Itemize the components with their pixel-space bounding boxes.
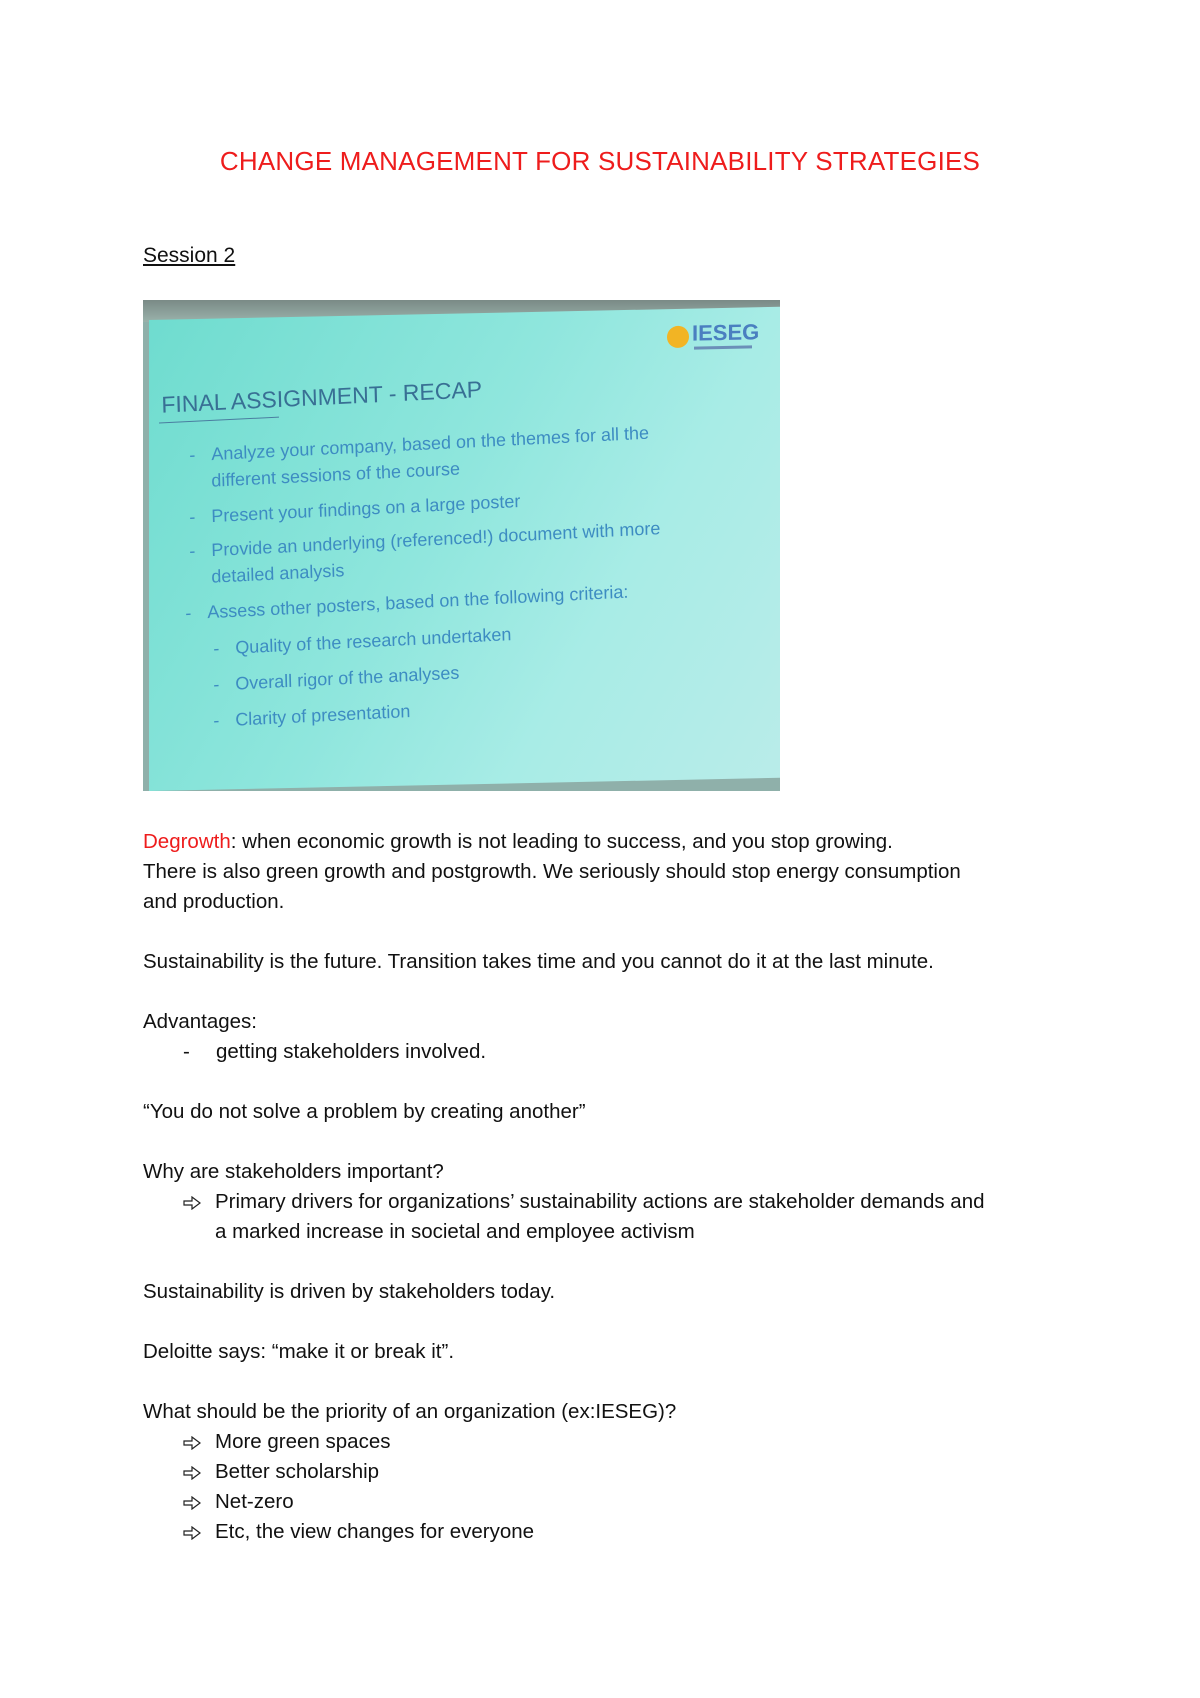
arrow-icon: [183, 1427, 213, 1457]
slide-title: FINAL ASSIGNMENT - RECAP: [161, 376, 483, 418]
slide-bullet: - Provide an underlying (referenced!) document with more: [189, 518, 661, 562]
arrow-icon: [183, 1187, 213, 1217]
slide-bullet-cont: detailed analysis: [211, 560, 345, 587]
slide-bullet: - Present your findings on a large poster: [189, 490, 521, 528]
slide-photo: [143, 300, 780, 791]
document-title: CHANGE MANAGEMENT FOR SUSTAINABILITY STRATEGIES: [219, 146, 981, 176]
ieseg-logo: [667, 319, 767, 355]
slide-bullet-cont: different sessions of the course: [211, 458, 461, 491]
slide-sub-bullet: - Quality of the research undertaken: [213, 624, 512, 659]
deloitte-statement: Deloitte says: “make it or break it”.: [143, 1340, 455, 1363]
advantages-label: Advantages:: [143, 1010, 257, 1033]
session-heading: Session 2: [143, 244, 236, 267]
document-page: CHANGE MANAGEMENT FOR SUSTAINABILITY STRATEGIES Session 2 IESEG FINAL ASSIGNMENT - RECAP - Analyze your company, based on the themes for all the different sessions of the course - Present your findings on a large poster - Provide an underlying (referenced!) document with more detailed analysis - Assess other posters, based on the following criteria: - Quality of the research undertaken - Overall rigor of the analyses - Clarity of presentation Degrowth: when economic growth is not leading to success, and you stop growing. There is also green growth and postgrowth. We seriously should stop energy consumption and production. Sustainability is the future. Transition takes time and you cannot do it at the last minute. Advantages: - getting stakeholders involved. “You do not solve a problem by creating another” Why are stakeholders important? Primary drivers for organizations’ sustainability actions are stakeholder demands and a marked increase in societal and employee activism Sustainability is driven by stakeholders today. Deloitte says: “make it or break it”. What should be the priority of an organization (ex:IESEG)? More green spaces Better scholarship Net-zero Etc, the view changes for everyone: [0, 0, 1200, 1698]
slide-screen: [149, 307, 780, 791]
degrowth-definition: : when economic growth is not leading to success, and you stop growing.: [230, 830, 893, 853]
sun-icon: [667, 326, 689, 348]
driven-statement: Sustainability is driven by stakeholders today.: [143, 1280, 556, 1303]
slide-sub-bullet: - Overall rigor of the analyses: [213, 662, 460, 695]
arrow-icon: [183, 1457, 213, 1487]
dash-marker: -: [183, 1040, 190, 1063]
priority-question: What should be the priority of an organization (ex:IESEG)?: [143, 1400, 677, 1423]
arrow-icon: [183, 1517, 213, 1547]
arrow-icon: [183, 1487, 213, 1517]
degrowth-term: Degrowth: [143, 830, 231, 853]
sustainability-future: Sustainability is the future. Transition takes time and you cannot do it at the last minute.: [143, 950, 934, 973]
logo-text: IESEG: [692, 319, 760, 346]
quote: “You do not solve a problem by creating another”: [143, 1100, 586, 1123]
degrowth-line-3: and production.: [143, 890, 285, 913]
degrowth-line-2: There is also green growth and postgrowth. We seriously should stop energy consumption: [143, 860, 961, 883]
degrowth-paragraph: [143, 827, 1073, 917]
slide-bullet: - Analyze your company, based on the themes for all the: [189, 422, 650, 466]
slide-sub-bullet: - Clarity of presentation: [213, 701, 411, 731]
slide-bullet: - Assess other posters, based on the following criteria:: [185, 581, 629, 624]
logo-subtitle-bar: [694, 345, 752, 349]
why-question: Why are stakeholders important?: [143, 1160, 444, 1183]
